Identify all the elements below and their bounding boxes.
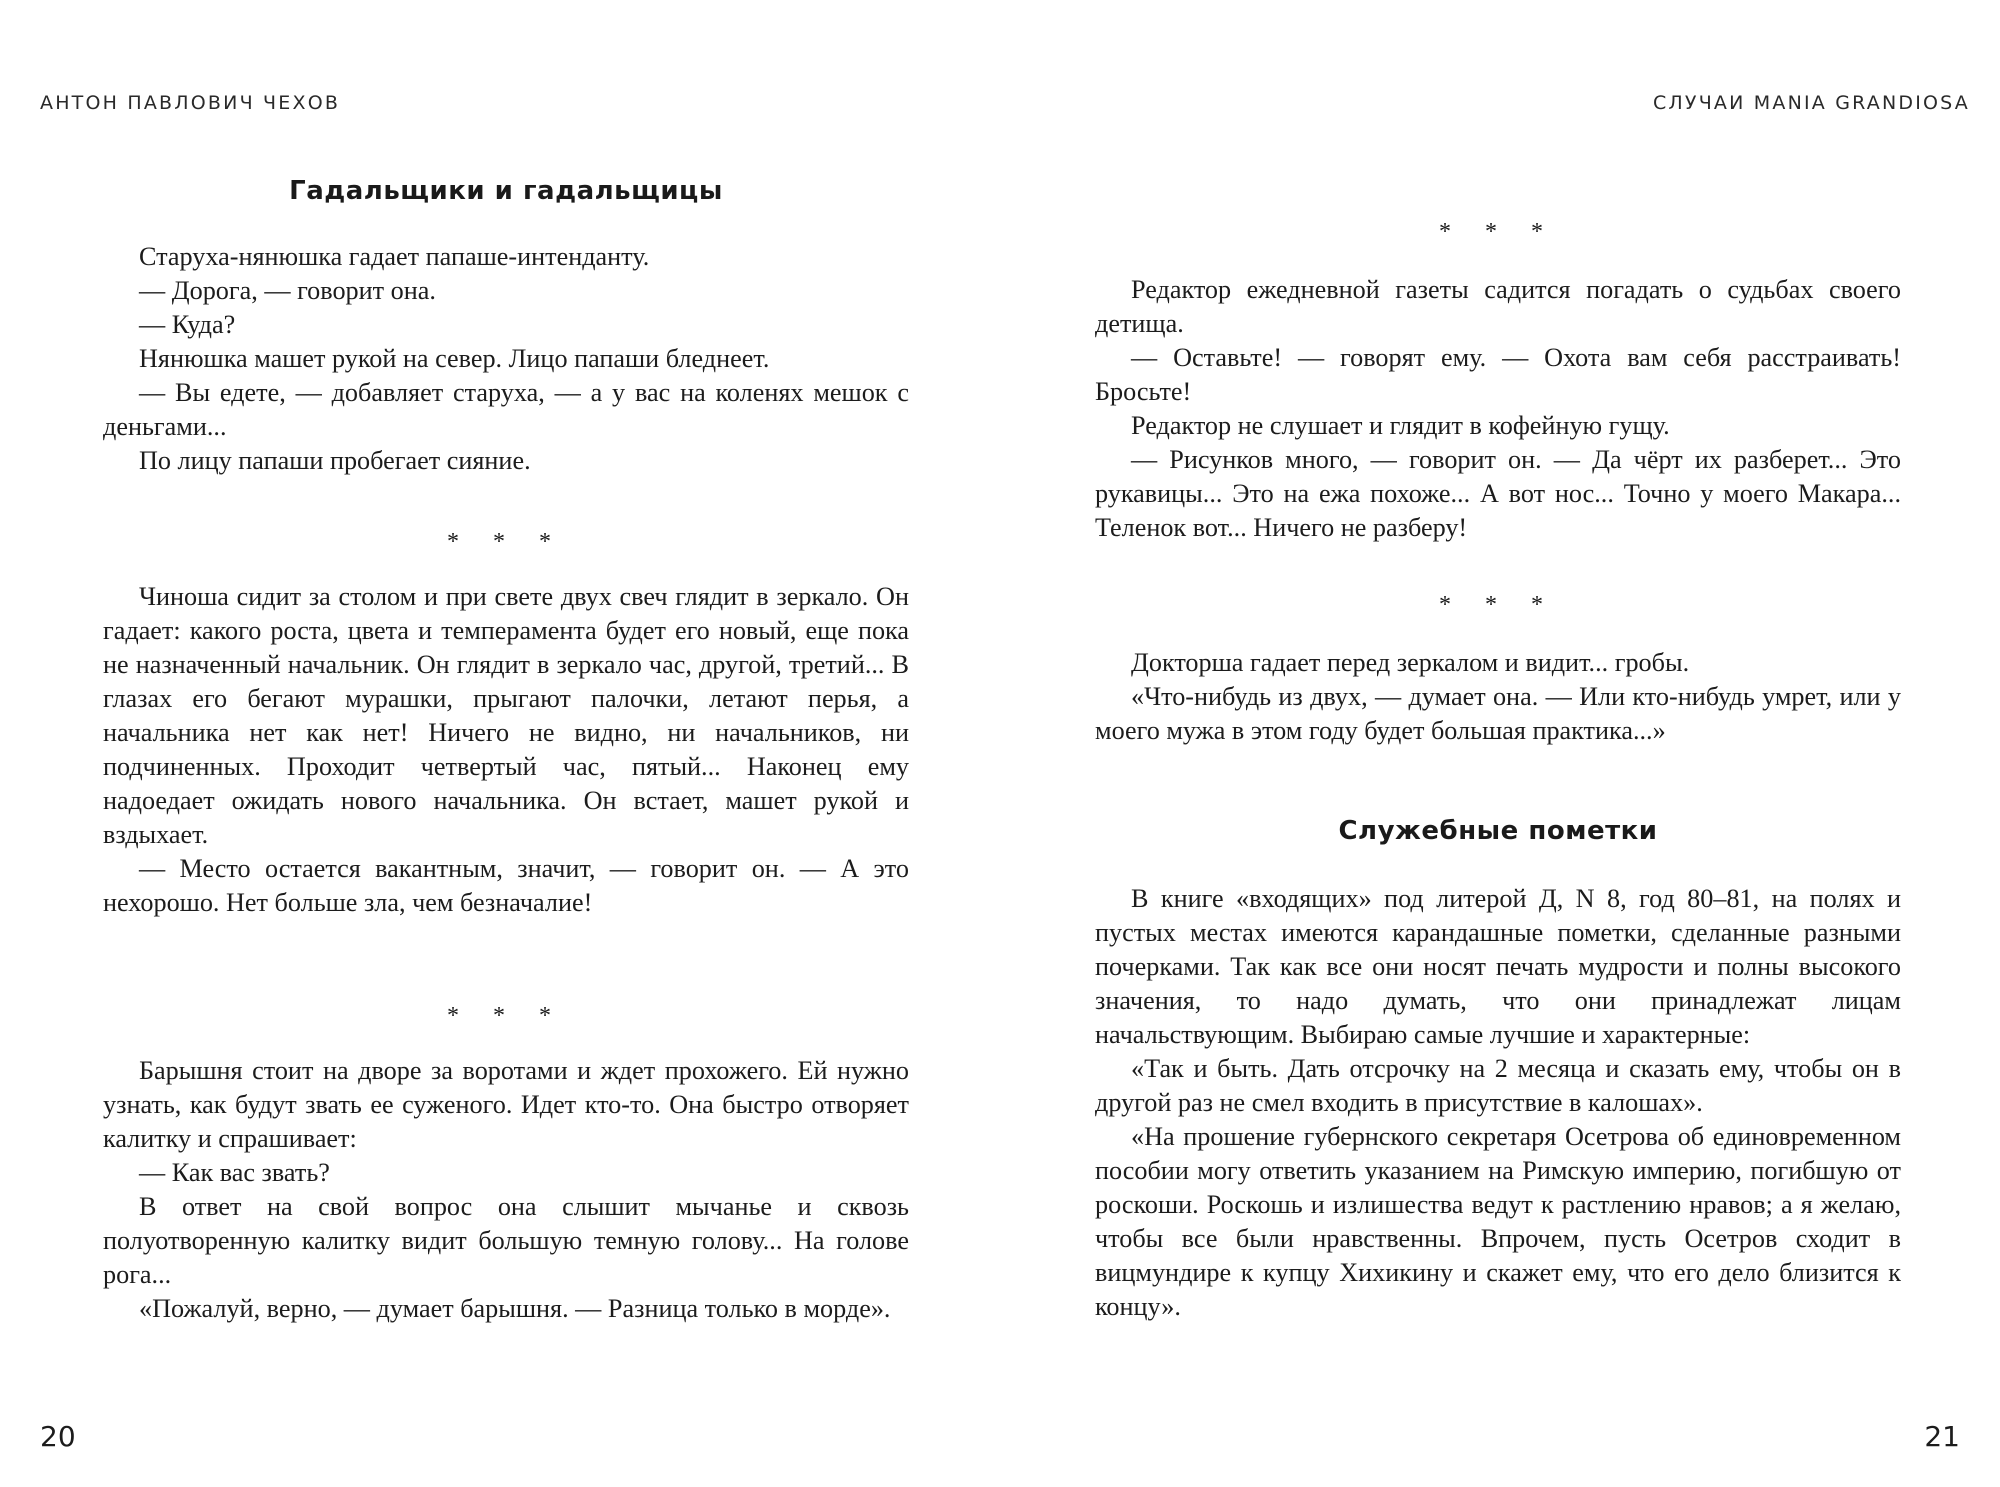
paragraph: Нянюшка машет рукой на север. Лицо папаши бледнеет. <box>139 344 770 373</box>
paragraph: — Рисунков много, — говорит он. — Да чёрт их разберет... Это рукавицы... Это на ежа похоже... А вот нос... Точно у моего Макара... Теленок вот... Ничего не разберу! <box>1095 445 1901 542</box>
right-section-2 <box>1095 646 1901 748</box>
paragraph: Старуха-нянюшка гадает папаше-интенданту. <box>139 242 650 271</box>
paragraph: Барышня стоит на дворе за воротами и ждет прохожего. Ей нужно узнать, как будут звать ее суженого. Идет кто-то. Она быстро отворяет калитку и спрашивает: <box>103 1056 909 1153</box>
story-title-service-notes: Служебные пометки <box>1338 816 1658 846</box>
paragraph: — Куда? <box>139 310 236 339</box>
paragraph: «Пожалуй, верно, — думает барышня. — Разница только в морде». <box>139 1294 891 1323</box>
left-section-2 <box>103 580 909 920</box>
section-divider-stars: * * * <box>447 1003 565 1029</box>
paragraph: — Место остается вакантным, значит, — говорит он. — А это нехорошо. Нет больше зла, чем безначалие! <box>103 854 909 917</box>
paragraph: — Как вас звать? <box>139 1158 330 1187</box>
section-divider-stars: * * * <box>1439 219 1557 245</box>
story-title-fortune-tellers: Гадальщики и гадальщицы <box>289 176 723 206</box>
running-head-left: АНТОН ПАВЛОВИЧ ЧЕХОВ <box>40 92 341 114</box>
paragraph: По лицу папаши пробегает сияние. <box>139 446 531 475</box>
left-section-3 <box>103 1054 909 1326</box>
paragraph: «Так и быть. Дать отсрочку на 2 месяца и сказать ему, чтобы он в другой раз не смел входить в присутствие в калошах». <box>1095 1054 1901 1117</box>
section-divider-stars: * * * <box>447 529 565 555</box>
page-number-left: 20 <box>40 1420 76 1453</box>
paragraph: Докторша гадает перед зеркалом и видит... гробы. <box>1131 648 1690 677</box>
paragraph: В книге «входящих» под литерой Д, N 8, год 80–81, на полях и пустых местах имеются карандашные пометки, сделанные разными почерками. Так как все они носят печать мудрости и полны высокого значения, то надо думать, что они принадлежат лицам начальствующим. Выбираю самые лучшие и характерные: <box>1095 884 1901 1049</box>
paragraph: «Что-нибудь из двух, — думает она. — Или кто-нибудь умрет, или у моего мужа в этом году будет большая практика...» <box>1095 682 1901 745</box>
right-section-1 <box>1095 273 1901 545</box>
paragraph: — Оставьте! — говорят ему. — Охота вам себя расстраивать! Бросьте! <box>1095 343 1901 406</box>
paragraph: «На прошение губернского секретаря Осетрова об единовременном пособии могу ответить указанием на Римскую империю, погибшую от роскоши. Роскошь и излишества ведут к растлению нравов; а я желаю, чтобы все были нравственны. Впрочем, пусть Осетров сходит в вицмундире к купцу Хихикину и скажет ему, что его дело близится к концу». <box>1095 1122 1901 1321</box>
right-section-3 <box>1095 882 1901 1324</box>
paragraph: Редактор ежедневной газеты садится погадать о судьбах своего детища. <box>1095 275 1901 338</box>
page-number-right: 21 <box>1924 1420 1960 1453</box>
running-head-right: СЛУЧАИ MANIA GRANDIOSA <box>1652 92 1970 114</box>
paragraph: Редактор не слушает и глядит в кофейную гущу. <box>1131 411 1670 440</box>
paragraph: — Дорога, — говорит она. <box>139 276 436 305</box>
paragraph: В ответ на свой вопрос она слышит мычанье и сквозь полуотворенную калитку видит большую темную голову... На голове рога... <box>103 1192 909 1289</box>
paragraph: Чиноша сидит за столом и при свете двух свеч глядит в зеркало. Он гадает: какого роста, цвета и темперамента будет его новый, еще пока не назначенный начальник. Он глядит в зеркало час, другой, третий... В глазах его бегают мурашки, прыгают палочки, летают перья, а начальника нет как нет! Ничего не видно, ни начальников, ни подчиненных. Проходит четвертый час, пятый... Наконец ему надоедает ожидать нового начальника. Он встает, машет рукой и вздыхает. <box>103 582 909 849</box>
left-section-1 <box>103 240 909 478</box>
paragraph: — Вы едете, — добавляет старуха, — а у вас на коленях мешок с деньгами... <box>103 378 909 441</box>
right-page <box>1000 0 2000 1487</box>
section-divider-stars: * * * <box>1439 592 1557 618</box>
